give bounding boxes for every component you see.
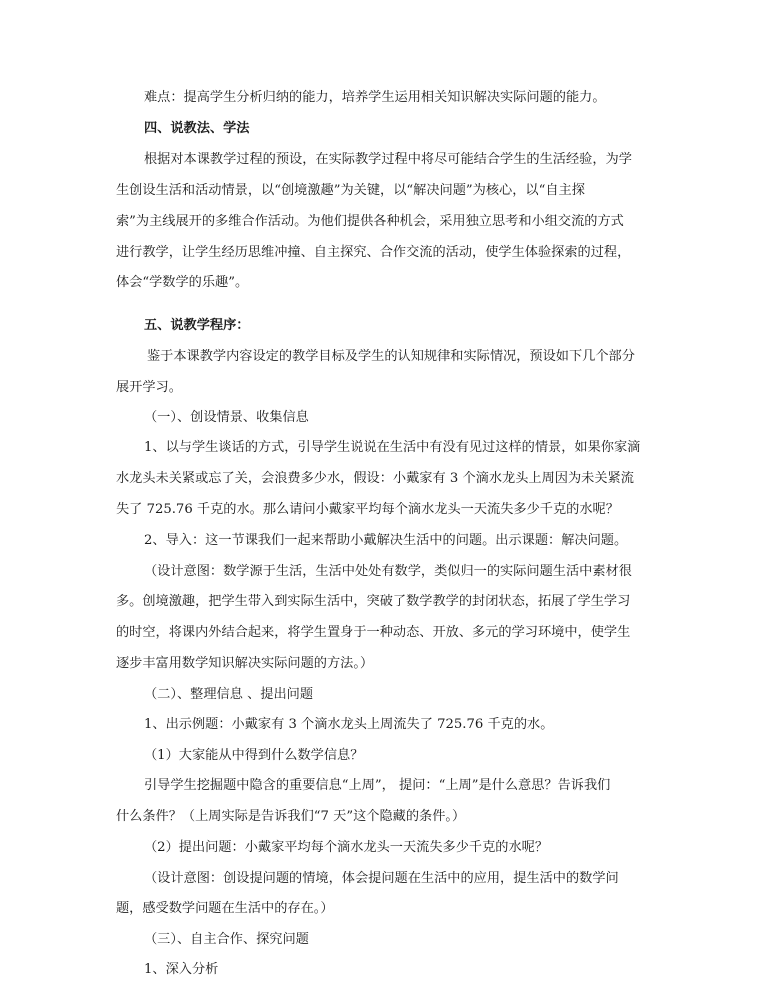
paragraph-line: 多。创境激趣，把学生带入到实际生活中，突破了数学教学的封闭状态，拓展了学生学习 [116, 594, 631, 609]
paragraph-line: （设计意图：数学源于生活，生活中处处有数学，类似归一的实际问题生活中素材很 [144, 564, 632, 579]
paragraph-line: 1、出示例题：小戴家有 3 个滴水龙头上周流失了 725.76 千克的水。 [144, 717, 554, 732]
paragraph-line: 鉴于本课教学内容设定的教学目标及学生的认知规律和实际情况，预设如下几个部分 [147, 349, 635, 364]
difficulty-line: 难点：提高学生分析归纳的能力，培养学生运用相关知识解决实际问题的能力。 [144, 90, 606, 105]
paragraph-line: 索”为主线展开的多维合作活动。为他们提供各种机会，采用独立思考和小组交流的方式 [116, 214, 624, 229]
paragraph-line: 的时空，将课内外结合起来，将学生置身于一种动态、开放、多元的学习环境中，使学生 [116, 625, 631, 640]
paragraph-line: 进行教学，让学生经历思维冲撞、自主探究、合作交流的活动，使学生体验探索的过程， [116, 245, 631, 260]
paragraph-line: 逐步丰富用数学知识解决实际问题的方法。） [116, 656, 374, 671]
paragraph-line: 2、导入：这一节课我们一起来帮助小戴解决生活中的问题。出示课题：解决问题。 [144, 533, 628, 548]
paragraph-line: 生创设生活和活动情景，以“创境激趣”为关键，以“解决问题”为核心，以“自主探 [116, 183, 585, 198]
subsection-heading: （三）、自主合作、探究问题 [144, 932, 309, 947]
paragraph-line: 展开学习。 [116, 380, 182, 395]
paragraph-line: 水龙头未关紧或忘了关，会浪费多少水，假设：小戴家有 3 个滴水龙头上周因为未关紧流 [116, 471, 634, 486]
paragraph-line: （设计意图：创设提问题的情境，体会提问题在生活中的应用，提生活中的数学问 [144, 871, 619, 886]
paragraph-line: （2）提出问题：小戴家平均每个滴水龙头一天流失多少千克的水呢？ [144, 840, 549, 855]
section-heading-5: 五、说教学程序： [144, 318, 250, 333]
paragraph-line: 题，感受数学问题在生活中的存在。） [116, 901, 334, 916]
paragraph-line: 失了 725.76 千克的水。那么请问小戴家平均每个滴水龙头一天流失多少千克的水呢？ [116, 502, 619, 517]
paragraph-line: 根据对本课教学过程的预设，在实际教学过程中将尽可能结合学生的生活经验，为学 [144, 152, 632, 167]
paragraph-line: （1）大家能从中得到什么数学信息？ [144, 748, 364, 763]
subsection-heading: （一）、创设情景、收集信息 [144, 410, 309, 425]
paragraph-line: 引导学生挖掘题中隐含的重要信息“上周”， 提问：“上周”是什么意思？告诉我们 [144, 778, 611, 793]
paragraph-line: 什么条件？（上周实际是告诉我们“7 天”这个隐藏的条件。） [116, 809, 466, 824]
paragraph-line: 1、深入分析 [144, 962, 219, 977]
paragraph-line: 体会“学数学的乐趣”。 [116, 275, 249, 290]
paragraph-line: 1、以与学生谈话的方式，引导学生说说在生活中有没有见过这样的情景，如果你家滴 [144, 440, 641, 455]
subsection-heading: （二）、整理信息 、提出问题 [144, 687, 314, 702]
section-heading-4: 四、说教法、学法 [144, 121, 250, 136]
